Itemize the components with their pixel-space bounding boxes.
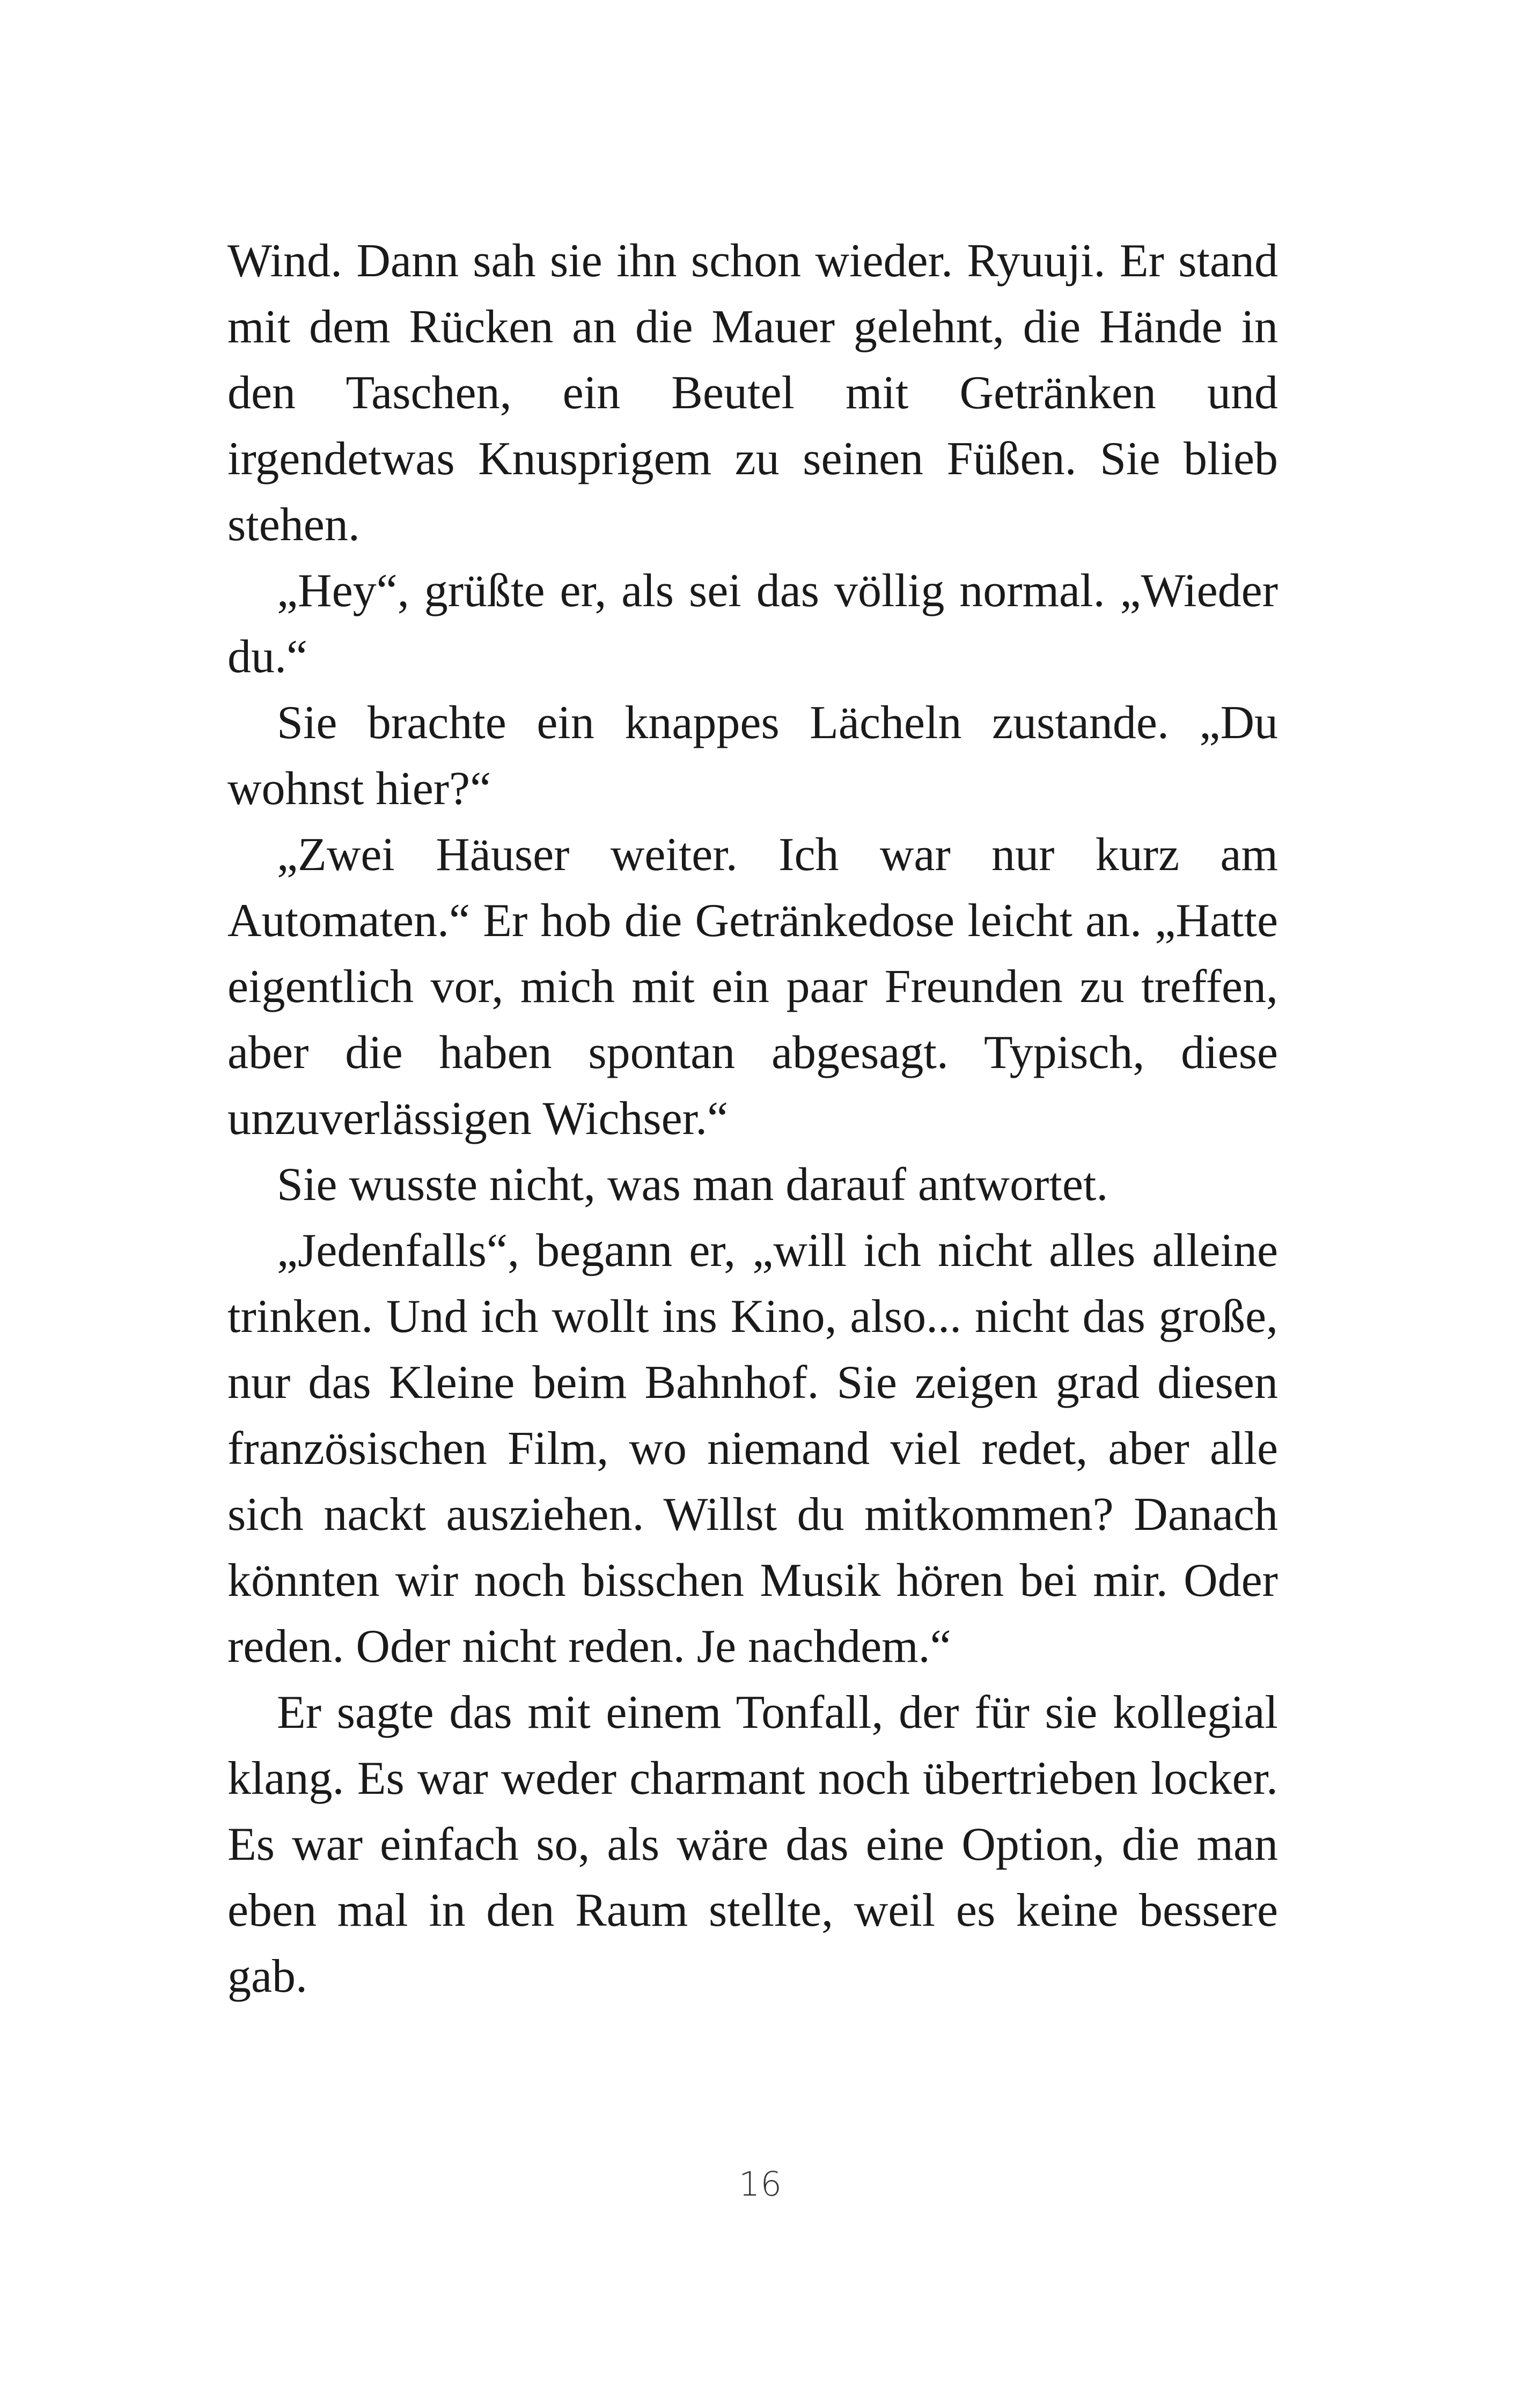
paragraph-2: „Hey“, grüßte er, als sei das völlig normal. „Wieder du.“ <box>227 565 1278 683</box>
paragraph-6: „Jedenfalls“, begann er, „will ich nicht alles alleine trinken. Und ich wollt ins Kino, also... nicht das große, nur das Kleine beim Bahnhof. Sie zeigen grad diesen französischen Film, wo niemand viel redet, aber alle sich nackt ausziehen. Willst du mitkommen? Danach könnten wir noch bisschen Musik hören bei mir. Oder reden. Oder nicht reden. Je nachdem.“ <box>227 1225 1278 1673</box>
page-number: 16 <box>739 2164 782 2204</box>
paragraph-3: Sie brachte ein knappes Lächeln zustande. „Du wohnst hier?“ <box>227 697 1278 815</box>
paragraph-5: Sie wusste nicht, was man darauf antwortet. <box>277 1159 1108 1211</box>
page-body <box>227 228 1278 2009</box>
paragraph-7: Er sagte das mit einem Tonfall, der für sie kollegial klang. Es war weder charmant noch übertrieben locker. Es war einfach so, als wäre das eine Option, die man eben mal in den Raum stellte, weil es keine bessere gab. <box>227 1687 1278 2002</box>
paragraph-1: Wind. Dann sah sie ihn schon wieder. Ryuuji. Er stand mit dem Rücken an die Mauer gelehnt, die Hände in den Taschen, ein Beutel mit Getränken und irgendetwas Knusprigem zu seinen Füßen. Sie blieb stehen. <box>227 235 1278 551</box>
paragraph-4: „Zwei Häuser weiter. Ich war nur kurz am Automaten.“ Er hob die Getränkedose leicht an. „Hatte eigentlich vor, mich mit ein paar Freunden zu treffen, aber die haben spontan abgesagt. Typisch, diese unzuverlässigen Wichser.“ <box>227 829 1278 1145</box>
